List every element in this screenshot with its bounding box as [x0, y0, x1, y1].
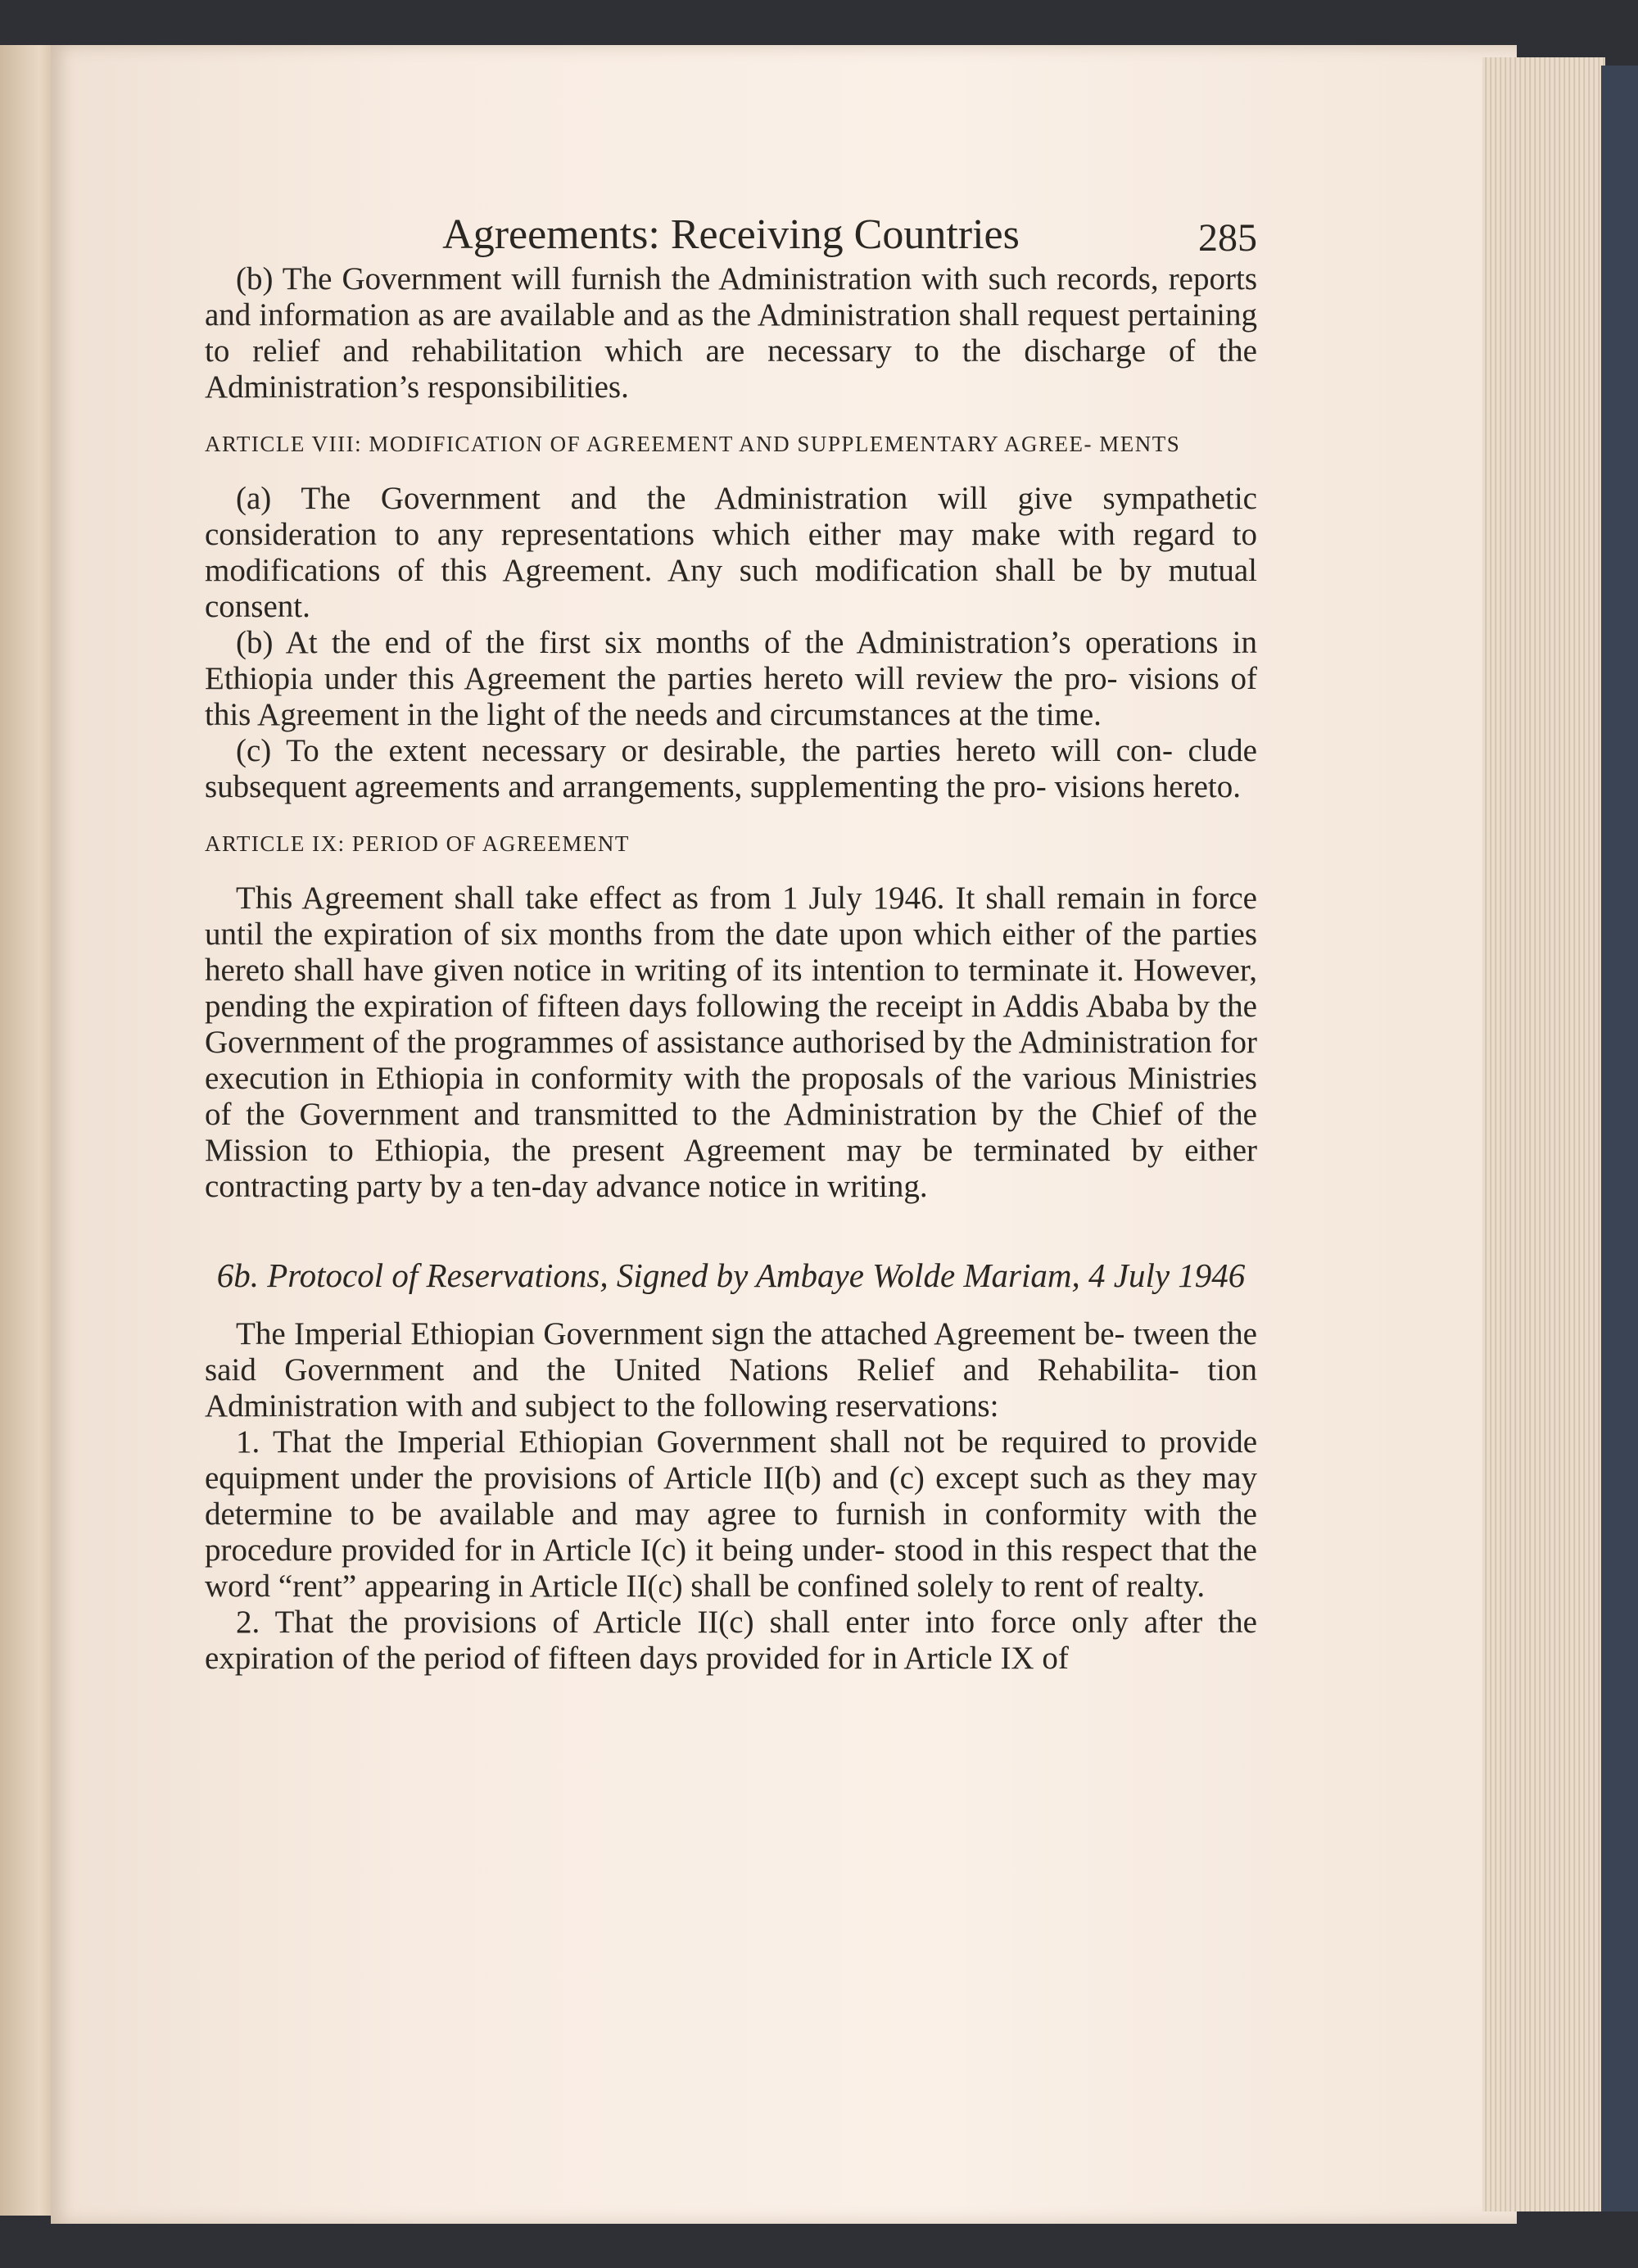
reservation-2: 2. That the provisions of Article II(c) shall enter into force only after the expiration of the period of fifteen days provided for in Article IX of: [205, 1605, 1257, 1676]
article-viii-a: (a) The Government and the Administration will give sympathetic consideration to any representations which either may make with regard to modifications of this Agreement. Any such modification shall be by mutual consent.: [205, 481, 1257, 624]
protocol-intro: The Imperial Ethiopian Government sign the attached Agreement be- tween the said Government and the United Nations Relief and Rehabilita- tion Administration with and subject to the following reservations:: [205, 1316, 1257, 1424]
article-viii-heading: ARTICLE VIII: MODIFICATION OF AGREEMENT AND SUPPLEMENTARY AGREE- MENTS: [205, 432, 1181, 456]
paragraph-b-records: (b) The Government will furnish the Administration with such records, reports and information as are available and as the Administration shall request pertaining to relief and rehabilitation which are necessary to the discharge of the Administration’s responsibilities.: [205, 261, 1257, 405]
article-ix-heading: ARTICLE IX: PERIOD OF AGREEMENT: [205, 831, 630, 856]
article-ix-text: This Agreement shall take effect as from 1 July 1946. It shall remain in force until the expiration of six months from the date upon which either of the parties hereto shall have given notice in writing of its intention to terminate it. However, pending the expiration of fifteen days following the receipt in Addis Ababa by the Government of the programmes of assistance authorised by the Administration for execution in Ethiopia in conformity with the proposals of the various Ministries of the Government and transmitted to the Administration by the Chief of the Mission to Ethiopia, the present Agreement may be terminated by either contracting party by a ten-day advance notice in writing.: [205, 880, 1257, 1204]
reservation-1: 1. That the Imperial Ethiopian Government shall not be required to provide equipment under the provisions of Article II(b) and (c) except such as they may determine to be available and may agree to furnish in conformity with the procedure provided for in Article I(c) it being under- stood in this respect that the word “rent” appearing in Article II(c) shall be confined solely to rent of realty.: [205, 1424, 1257, 1604]
article-viii-b: (b) At the end of the first six months of the Administration’s operations in Ethiopia under this Agreement the parties hereto will review the pro- visions of this Agreement in the light of the needs and circumstances at the time.: [205, 625, 1257, 732]
page-edges: [1482, 57, 1605, 2211]
page-text: [205, 209, 1257, 1677]
article-viii-c: (c) To the extent necessary or desirable, the parties hereto will con- clude subsequent agreements and arrangements, supplementing the pro- visions hereto.: [205, 733, 1257, 804]
running-head-title: Agreements: Receiving Countries: [442, 211, 1020, 258]
book-cover: [1601, 66, 1638, 2211]
section-6b-title: 6b. Protocol of Reservations, Signed by Ambaye Wolde Mariam, 4 July 1946: [216, 1256, 1246, 1294]
page-number: 285: [1198, 216, 1257, 260]
running-head: [205, 209, 1257, 261]
